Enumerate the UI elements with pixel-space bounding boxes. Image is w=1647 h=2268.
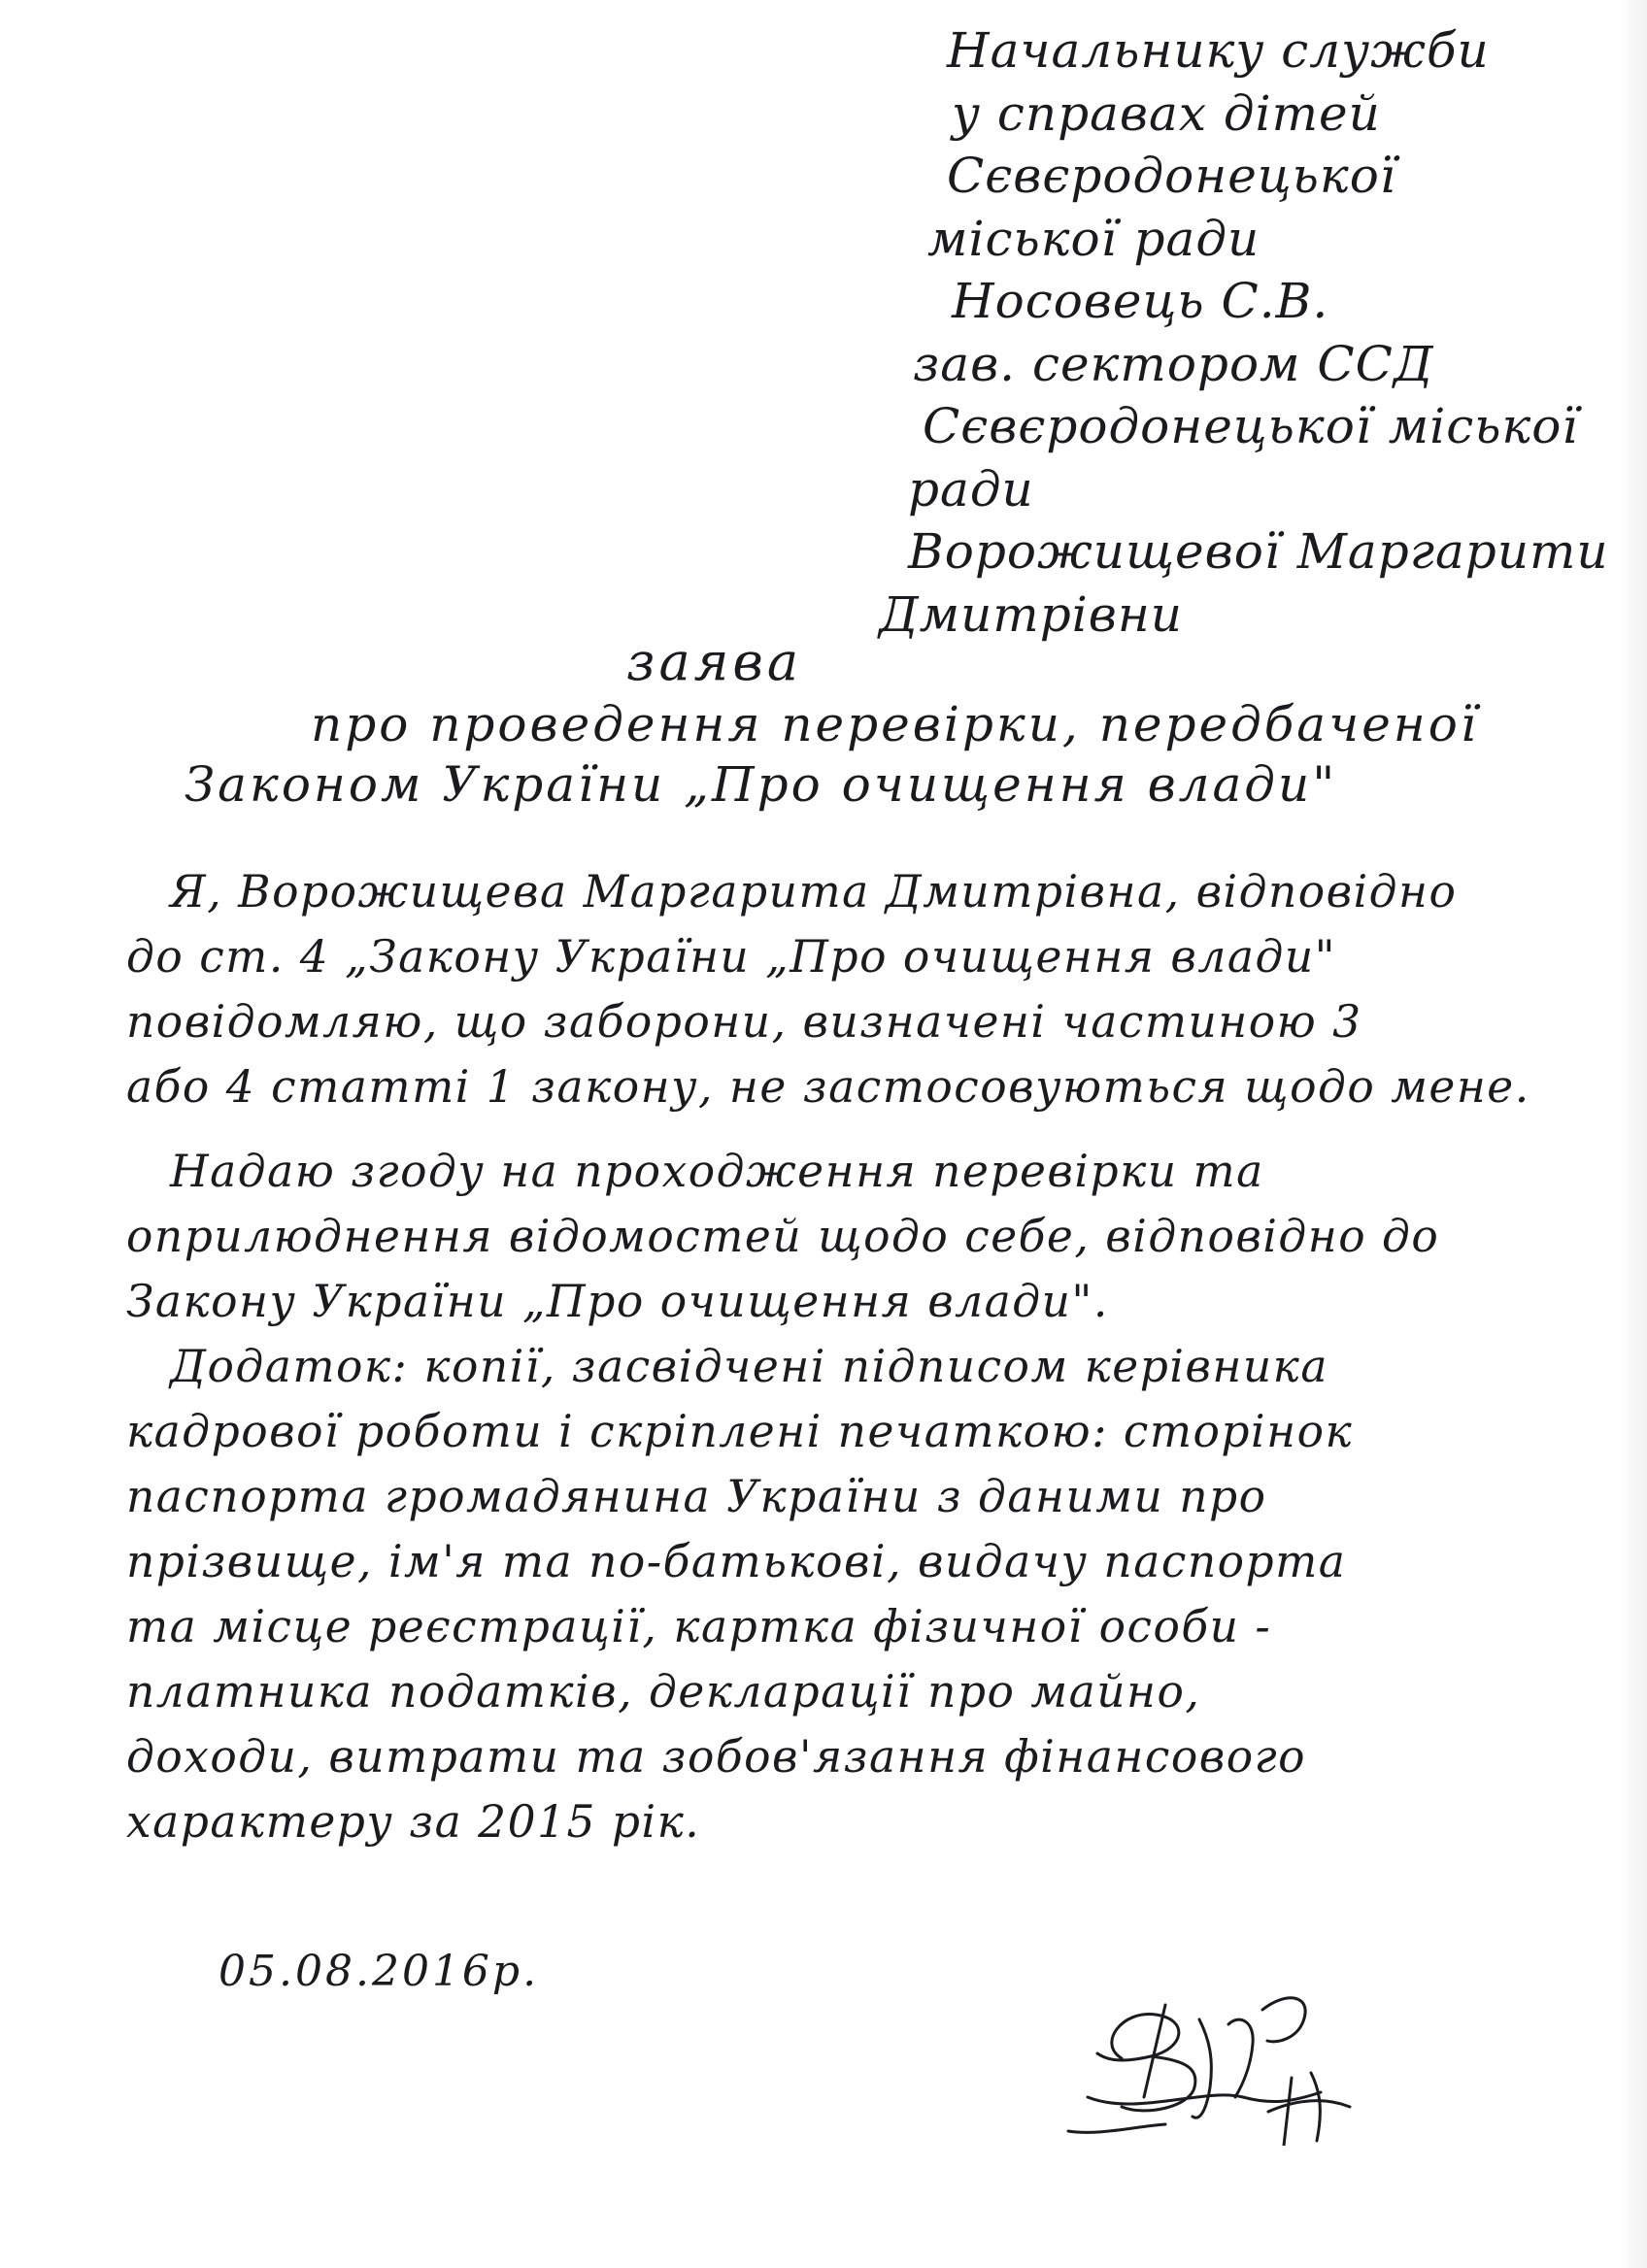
- body-line: доходи, витрати та зобов'язання фінансового: [126, 1731, 1307, 1783]
- document-title: заява: [626, 631, 803, 692]
- body-line: та місце реєстрації, картка фізичної особи -: [126, 1601, 1272, 1652]
- document-subtitle: [185, 694, 1479, 815]
- body-line: платника податків, декларації про майно,: [126, 1666, 1201, 1718]
- body-line: Надаю згоду на проходження перевірки та: [170, 1146, 1264, 1197]
- body-line: Закону України „Про очищення влади".: [126, 1276, 1109, 1327]
- addressee-line: Ворожищевої Маргарити: [908, 523, 1609, 580]
- addressee-line: Сєвєродонецької міської: [923, 398, 1579, 454]
- body-line: Я, Ворожищева Маргарита Дмитрівна, відповідно: [170, 866, 1458, 917]
- addressee-line: ради: [908, 460, 1034, 517]
- handwritten-signature: [1029, 1951, 1418, 2146]
- addressee-line: Начальнику служби: [947, 22, 1490, 79]
- addressee-line: міської ради: [927, 210, 1260, 267]
- addressee-line: Носовець С.В.: [952, 273, 1329, 329]
- body-line: паспорта громадянина України з даними про: [126, 1471, 1267, 1522]
- addressee-block: [879, 19, 1627, 646]
- body-line: Додаток: копії, засвідчені підписом керівника: [170, 1341, 1328, 1392]
- body-line: або 4 статті 1 закону, не застосовуються щодо мене.: [126, 1061, 1530, 1113]
- addressee-line: Сєвєродонецької: [947, 148, 1396, 204]
- body-line: кадрової роботи і скріплені печаткою: сторінок: [126, 1406, 1354, 1457]
- body-line: до ст. 4 „Закону України „Про очищення влади": [126, 931, 1337, 983]
- subtitle-line: про проведення перевірки, передбаченої: [311, 696, 1479, 752]
- addressee-line: Дмитрівни: [879, 585, 1183, 643]
- body-line: оприлюднення відомостей щодо себе, відповідно до: [126, 1211, 1440, 1262]
- subtitle-line: Законом України „Про очищення влади": [185, 756, 1338, 813]
- body-line: прізвище, ім'я та по-батькові, видачу паспорта: [126, 1536, 1347, 1587]
- body-line: характеру за 2015 рік.: [126, 1796, 701, 1848]
- addressee-line: зав. сектором ССД: [913, 335, 1434, 392]
- addressee-line: у справах дітей: [952, 84, 1381, 142]
- document-body: [126, 859, 1583, 1854]
- document-date: 05.08.2016р.: [218, 1947, 540, 1996]
- body-line: повідомляю, що заборони, визначені частиною 3: [126, 996, 1362, 1048]
